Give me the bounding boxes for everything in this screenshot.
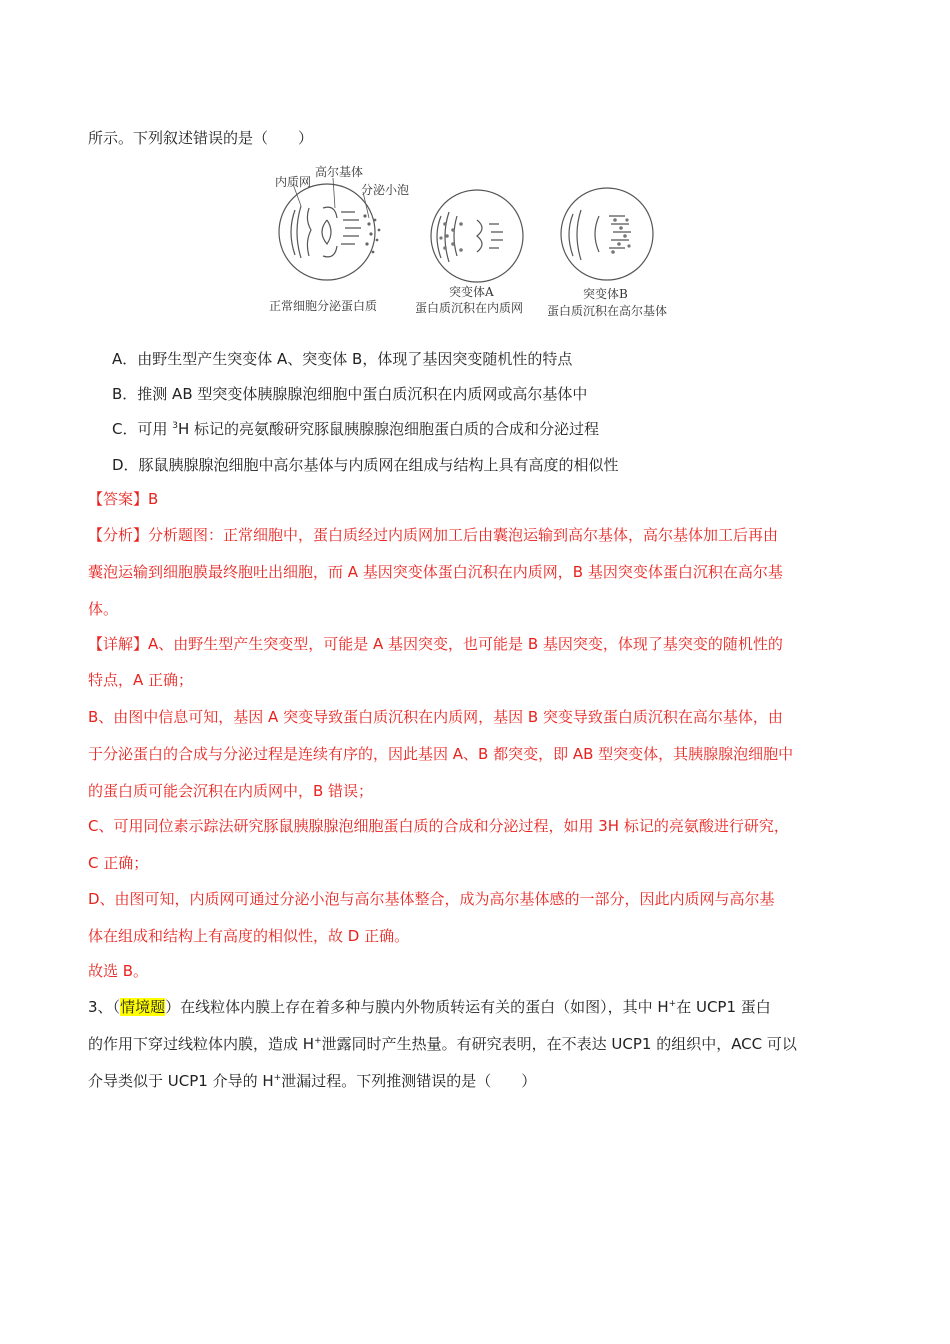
analysis-line: 【分析】分析题图：正常细胞中，蛋白质经过内质网加工后由囊泡运输到高尔基体，高尔基体加工后再由 bbox=[88, 526, 779, 544]
mutant-b-cell-diagram bbox=[561, 188, 653, 280]
question-3-text: 泄露同时产生热量。有研究表明，在不表达 UCP1 的组织中，ACC 可以 bbox=[321, 1035, 797, 1053]
question-3-text: 的作用下穿过线粒体内膜，造成 H bbox=[88, 1035, 315, 1053]
detail-line: 【详解】A、由野生型产生突变型，可能是 A 基因突变，也可能是 B 基因突变，体现了基突变的随机性的 bbox=[88, 635, 783, 653]
normal-cell-diagram bbox=[279, 184, 375, 280]
detail-line: C 正确； bbox=[88, 854, 149, 872]
option-a: A．由野生型产生突变体 A、突变体 B，体现了基因突变随机性的特点 bbox=[112, 350, 573, 368]
caption-mutant-a-title: 突变体A bbox=[449, 285, 494, 299]
tag-bracket-close: ） bbox=[165, 998, 181, 1016]
detail-line: D、由图可知，内质网可通过分泌小泡与高尔基体整合，成为高尔基体感的一部分，因此内质网与高尔基 bbox=[88, 890, 775, 908]
question-type-tag: 情境题 bbox=[120, 998, 166, 1016]
detail-line: 的蛋白质可能会沉积在内质网中，B 错误； bbox=[88, 782, 374, 800]
caption-mutant-b-title: 突变体B bbox=[583, 287, 628, 301]
option-c-post: H 标记的亮氨酸研究豚鼠胰腺腺泡细胞蛋白质的合成和分泌过程 bbox=[177, 420, 600, 438]
mutant-a-cell-diagram bbox=[431, 190, 523, 282]
question-3-line-3 bbox=[88, 1071, 536, 1091]
question-3-line-2 bbox=[88, 1034, 797, 1054]
label-vesicle: 分泌小泡 bbox=[361, 183, 410, 197]
question-number: 3、 bbox=[88, 998, 113, 1016]
label-golgi: 高尔基体 bbox=[315, 165, 364, 179]
label-er: 内质网 bbox=[275, 175, 312, 189]
option-b: B．推测 AB 型突变体胰腺腺泡细胞中蛋白质沉积在内质网或高尔基体中 bbox=[112, 385, 588, 403]
conclusion-line: 故选 B。 bbox=[88, 962, 149, 980]
detail-line: 特点，A 正确； bbox=[88, 671, 194, 689]
question-3-text: 泄漏过程。下列推测错误的是（ ） bbox=[281, 1072, 537, 1090]
tag-bracket-open: （ bbox=[112, 998, 121, 1016]
analysis-line: 囊泡运输到细胞膜最终胞吐出细胞，而 A 基因突变体蛋白沉积在内质网，B 基因突变体蛋白沉积在高尔基 bbox=[88, 563, 783, 581]
superscript-plus: + bbox=[668, 999, 677, 1009]
detail-line: 体在组成和结构上有高度的相似性，故 D 正确。 bbox=[88, 927, 410, 945]
detail-line: C、可用同位素示踪法研究豚鼠胰腺腺泡细胞蛋白质的合成和分泌过程，如用 3H 标记的亮氨酸进行研究， bbox=[88, 817, 789, 835]
option-d: D．豚鼠胰腺腺泡细胞中高尔基体与内质网在组成与结构上具有高度的相似性 bbox=[112, 456, 619, 474]
caption-mutant-b-desc: 蛋白质沉积在高尔基体 bbox=[547, 304, 668, 318]
option-c-pre: C．可用 bbox=[112, 420, 173, 438]
analysis-line: 体。 bbox=[88, 600, 119, 618]
superscript-plus: + bbox=[314, 1036, 322, 1046]
caption-normal: 正常细胞分泌蛋白质 bbox=[269, 299, 378, 313]
option-c bbox=[112, 419, 599, 439]
organelle-figure bbox=[265, 160, 690, 322]
detail-line: B、由图中信息可知，基因 A 突变导致蛋白质沉积在内质网，基因 B 突变导致蛋白质沉积在高尔基体，由 bbox=[88, 708, 783, 726]
question-3-line-1 bbox=[88, 997, 771, 1017]
superscript-plus: + bbox=[273, 1073, 282, 1083]
option-c-sup: 3 bbox=[172, 421, 178, 431]
question-3-text: 介导类似于 UCP1 介导的 H bbox=[88, 1072, 274, 1090]
answer-line: 【答案】B bbox=[88, 490, 159, 508]
caption-mutant-a-desc: 蛋白质沉积在内质网 bbox=[415, 301, 524, 315]
question-stem-tail: 所示。下列叙述错误的是（ ） bbox=[88, 129, 314, 147]
question-3-text: 在 UCP1 蛋白 bbox=[676, 998, 771, 1016]
question-3-text: 在线粒体内膜上存在着多种与膜内外物质转运有关的蛋白（如图），其中 H bbox=[180, 998, 669, 1016]
detail-line: 于分泌蛋白的合成与分泌过程是连续有序的，因此基因 A、B 都突变，即 AB 型突变体，其胰腺腺泡细胞中 bbox=[88, 745, 794, 763]
